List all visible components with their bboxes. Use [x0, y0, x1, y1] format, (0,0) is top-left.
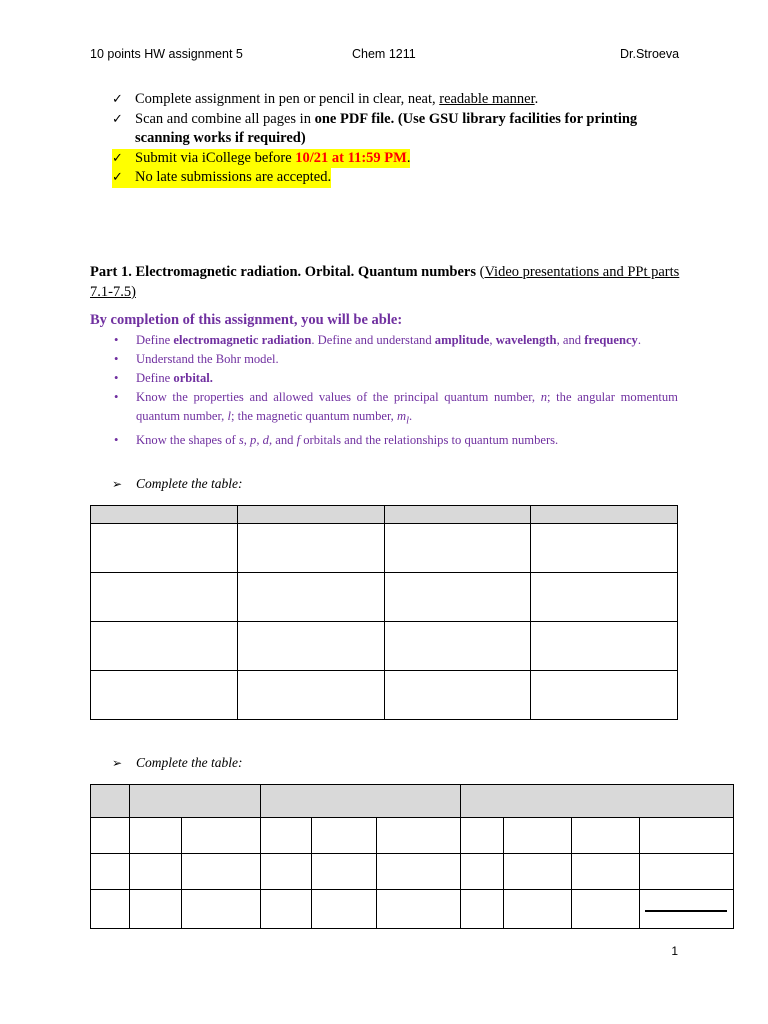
table-1-instruction: ➢ Complete the table:: [112, 476, 243, 491]
table-row: [91, 671, 678, 720]
part-1-reference: Video presentations and PPt parts 7.1-7.5): [90, 264, 680, 300]
checkmark-icon: ✓: [112, 92, 123, 107]
table-row: [91, 573, 678, 622]
checklist-item: ✓ Submit via iCollege before 10/21 at 11:59 PM.: [112, 149, 692, 169]
instructions-checklist: [112, 90, 692, 188]
objective-item: • Define electromagnetic radiation. Define and understand amplitude, wavelength, and frequency.: [112, 331, 678, 350]
quantum-table-2: [90, 784, 734, 929]
objectives-title: By completion of this assignment, you will be able:: [90, 312, 403, 328]
deadline: 10/21 at 11:59 PM: [295, 149, 407, 166]
checkmark-icon: ✓: [112, 111, 123, 127]
checklist-item: ✓ Complete assignment in pen or pencil in clear, neat, readable manner.: [112, 90, 692, 110]
header-instructor: Dr.Stroeva: [620, 47, 680, 61]
page-number: 1: [671, 944, 678, 958]
table-row: [91, 854, 734, 890]
answer-blank-line: [645, 910, 727, 912]
objectives-list: [112, 331, 678, 450]
checkmark-icon: ✓: [112, 149, 135, 169]
objective-item: • Know the shapes of s, p, d, and f orbitals and the relationships to quantum numbers.: [112, 431, 678, 450]
checklist-item: ✓ Scan and combine all pages in one PDF file. (Use GSU library facilities for printing scanning works if required): [112, 110, 638, 146]
checklist-item: ✓ No late submissions are accepted.: [112, 168, 692, 188]
table-header-row: [91, 785, 734, 818]
table-2-instruction: ➢ Complete the table:: [112, 755, 243, 770]
objective-item: • Know the properties and allowed values of the principal quantum number, n; the angular momentum quantum number, l; the magnetic quantum number, $m_l$.: [112, 388, 678, 431]
checkmark-icon: ✓: [112, 168, 135, 188]
table-row: [91, 524, 678, 573]
table-row: [91, 890, 734, 929]
objective-item: • Define orbital.: [112, 369, 678, 388]
header-assignment-title: 10 points HW assignment 5: [90, 47, 243, 61]
table-row: [91, 622, 678, 671]
objective-item: • Understand the Bohr model.: [112, 350, 678, 369]
arrowhead-bullet-icon: ➢: [112, 477, 123, 491]
header-course: Chem 1211: [352, 47, 416, 61]
table-header-row: [91, 506, 678, 524]
part-1-heading: Part 1. Electromagnetic radiation. Orbital. Quantum numbers (Video presentations and PPt parts 7.1-7.5): [90, 264, 680, 300]
table-row: [91, 818, 734, 854]
quantum-table-1: [90, 505, 678, 720]
arrowhead-bullet-icon: ➢: [112, 756, 123, 770]
